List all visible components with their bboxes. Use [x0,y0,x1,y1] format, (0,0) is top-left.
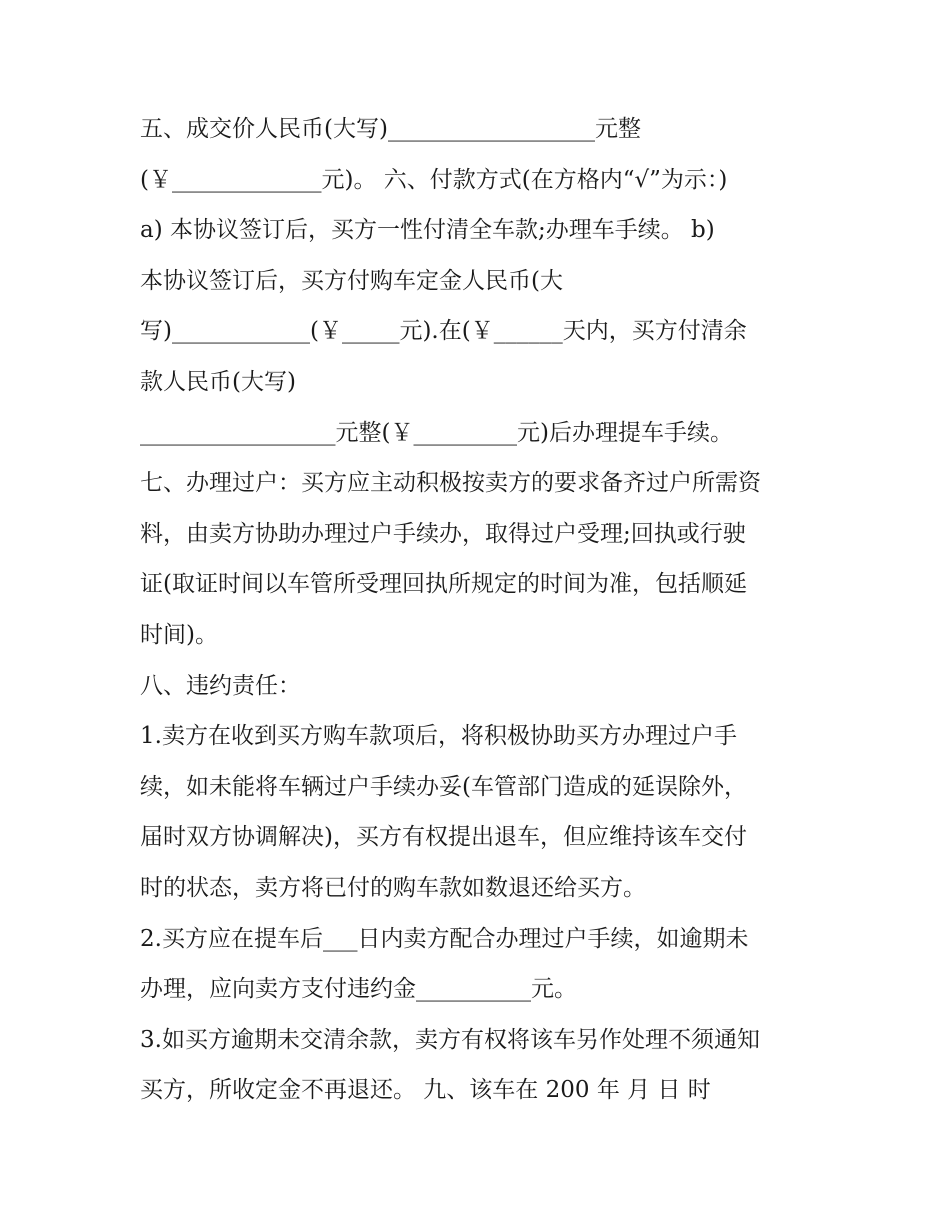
clause-7-transfer-line-4: 时间)。 [140,621,218,648]
clause-8-item-3-line-1: 3.如买方逾期未交清余款，卖方有权将该车另作处理不须通知 [140,1026,760,1053]
clause-8-item-2-line-1: 2.买方应在提车后___日内卖方配合办理过户手续，如逾期未 [140,925,749,952]
clause-8-item-1-line-3: 届时双方协调解决)，买方有权提出退车，但应维持该车交付 [140,824,747,851]
clause-8-heading: 八、违约责任： [140,672,301,699]
payment-option-b-line-3: 款人民币(大写) [140,368,296,395]
clause-8-item-1-line-4: 时的状态，卖方将已付的购车款如数退还给买方。 [140,874,646,901]
clause-8-item-3-line-2: 买方，所收定金不再退还。 九、该车在 200 年 月 日 时 [140,1077,711,1104]
clause-8-item-1-line-2: 续，如未能将车辆过户手续办妥(车管部门造成的延误除外， [140,773,747,800]
payment-option-a-line: a) 本协议签订后，买方一性付清全车款;办理车手续。 b) [140,217,715,244]
clause-6-payment-line: (￥_____________元)。 六、付款方式(在方格内“√”为示：) [140,166,728,193]
clause-8-item-1-line-1: 1.卖方在收到买方购车款项后，将积极协助买方办理过户手 [140,723,737,750]
clause-8-item-2-line-2: 办理，应向卖方支付违约金__________元。 [140,976,577,1003]
payment-option-b-line-2: 写)____________(￥_____元).在(￥______天内，买方付清余 [140,318,747,345]
clause-7-transfer-line-1: 七、办理过户：买方应主动积极按卖方的要求备齐过户所需资 [140,470,761,497]
clause-5-price-line: 五、成交价人民币(大写)__________________元整 [140,116,641,142]
clause-7-transfer-line-2: 料，由卖方协助办理过户手续办，取得过户受理;回执或行驶 [140,520,746,547]
clause-7-transfer-line-3: 证(取证时间以车管所受理回执所规定的时间为准，包括顺延 [140,571,747,598]
document-body [140,104,820,1116]
payment-option-b-line-1: 本协议签订后，买方付购车定金人民币(大 [140,267,563,294]
payment-option-b-line-4: _________________元整(￥_________元)后办理提车手续。 [140,419,733,446]
